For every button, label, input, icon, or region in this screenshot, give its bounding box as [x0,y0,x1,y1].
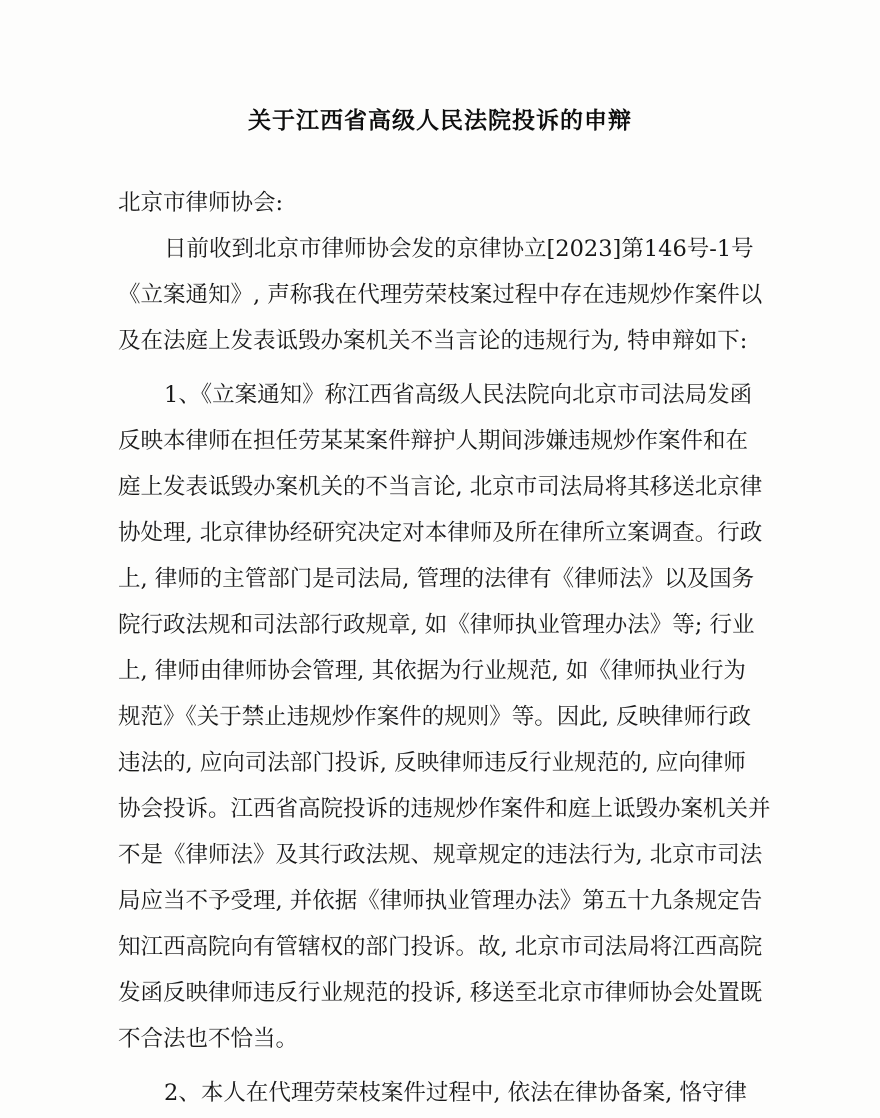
text-line: 不合法也不恰当。 [118,1026,299,1052]
text-line: 发函反映律师违反行业规范的投诉, 移送至北京市律师协会处置既 [118,980,763,1006]
document-title: 关于江西省高级人民法院投诉的申辩 [248,108,632,134]
text-line: 协处理, 北京律协经研究决定对本律师及所在律所立案调查。行政 [118,520,763,546]
text-line: 上, 律师由律师协会管理, 其依据为行业规范, 如《律师执业行为 [118,658,746,684]
text-line: 及在法庭上发表诋毁办案机关不当言论的违规行为, 特申辩如下: [118,328,748,354]
text-line: 规范》《关于禁止违规炒作案件的规则》等。因此, 反映律师行政 [118,704,752,730]
text-line: 庭上发表诋毁办案机关的不当言论, 北京市司法局将其移送北京律 [118,474,763,500]
text-line: 不是《律师法》及其行政法规、规章规定的违法行为, 北京市司法 [118,842,763,868]
text-line: 日前收到北京市律师协会发的京律协立[2023]第146号-1号 [164,236,754,262]
text-line: 1、《立案通知》称江西省高级人民法院向北京市司法局发函 [164,382,753,408]
text-line: 《立案通知》, 声称我在代理劳荣枝案过程中存在违规炒作案件以 [118,282,763,308]
text-line: 知江西高院向有管辖权的部门投诉。故, 北京市司法局将江西高院 [118,934,763,960]
text-line: 反映本律师在担任劳某某案件辩护人期间涉嫌违规炒作案件和在 [118,428,749,454]
salutation: 北京市律师协会: [118,190,284,216]
text-line: 协会投诉。江西省高院投诉的违规炒作案件和庭上诋毁办案机关并 [118,796,771,822]
text-line: 局应当不予受理, 并依据《律师执业管理办法》第五十九条规定告 [118,888,763,914]
text-line: 违法的, 应向司法部门投诉, 反映律师违反行业规范的, 应向律师 [118,750,746,776]
text-line: 院行政法规和司法部行政规章, 如《律师执业管理办法》等; 行业 [118,612,755,638]
text-line: 上, 律师的主管部门是司法局, 管理的法律有《律师法》以及国务 [118,566,755,592]
text-line: 2、本人在代理劳荣枝案件过程中, 依法在律协备案, 恪守律 [164,1080,747,1106]
